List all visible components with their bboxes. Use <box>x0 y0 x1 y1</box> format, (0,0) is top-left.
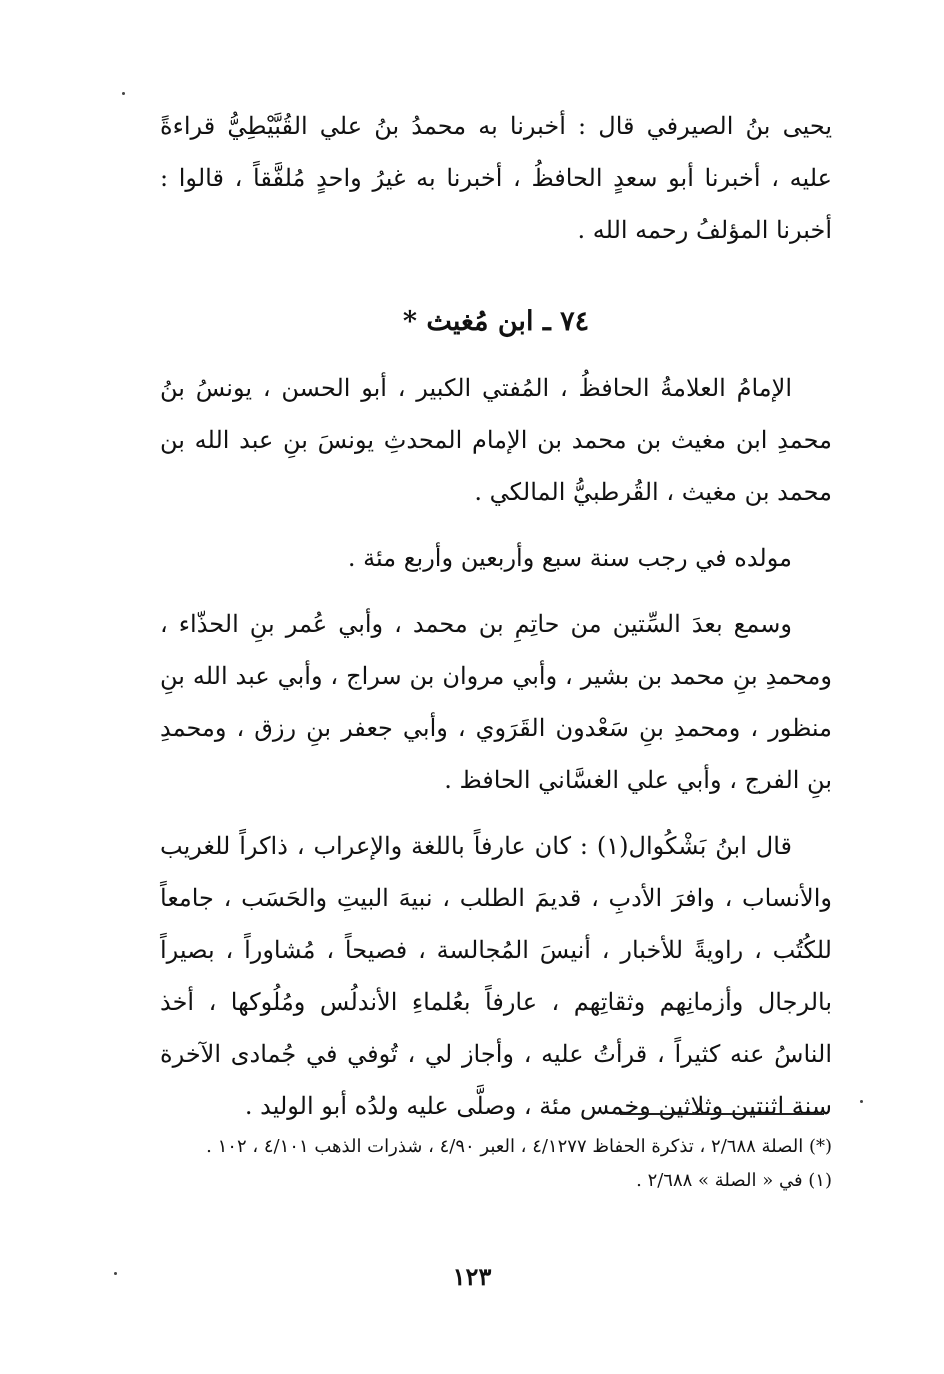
paragraph-gap <box>160 806 832 820</box>
entry-paragraph-3: وسمع بعدَ السِّتين من حاتِمِ بن محمد ، وأبي عُمر بنِ الحذّاء ، ومحمدِ بنِ محمد بن بشير ، وأبي مروان بن سراج ، وأبي عبد الله بنِ منظور ، ومحمدِ بنِ سَعْدون القَرَوي ، وأبي جعفر بنِ رزق ، ومحمدِ بنِ الفرج ، وأبي علي الغسَّاني الحافظ . <box>160 610 832 794</box>
scan-speck <box>114 1272 117 1275</box>
page-body <box>160 100 832 1132</box>
footnote-sources: (*) الصلة ٢/٦٨٨ ، تذكرة الحفاظ ٤/١٢٧٧ ، العبر ٤/٩٠ ، شذرات الذهب ٤/١٠١ ، ١٠٢ . <box>206 1136 832 1157</box>
heading-gap <box>160 348 832 362</box>
intro-paragraph: يحيى بنُ الصيرفي قال : أخبرنا به محمدُ بنُ علي القُبَّيْطِيُّ قراءةً عليه ، أخبرنا أبو سعدٍ الحافظُ ، أخبرنا به غيرُ واحدٍ مُلفَّقاً ، قالوا : أخبرنا المؤلفُ رحمه الله . <box>160 112 832 244</box>
page-number: ١٢٣ <box>452 1262 492 1291</box>
entry-paragraph-2: مولده في رجب سنة سبع وأربعين وأربع مئة . <box>347 544 792 572</box>
footnote-separator <box>620 1113 824 1115</box>
paragraph-gap <box>160 518 832 532</box>
scan-speck <box>860 1100 863 1103</box>
footnotes <box>160 1130 832 1198</box>
footnote-1: (١) في « الصلة » ٢/٦٨٨ . <box>636 1170 832 1191</box>
section-gap <box>160 256 832 296</box>
scan-speck <box>122 92 125 95</box>
entry-paragraph-4: قال ابنُ بَشْكُوال(١) : كان عارفاً باللغة والإعراب ، ذاكراً للغريب والأنساب ، وافرَ الأدبِ ، قديمَ الطلب ، نبيهَ البيتِ والحَسَب ، جامعاً للكُتُب ، راويةً للأخبار ، أنيسَ المُجالسة ، فصيحاً ، مُشاوراً ، بصيراً بالرجال وأزمانِهم وثقاتِهم ، عارفاً بعُلماءِ الأندلُس ومُلُوكها ، أخذ الناسُ عنه كثيراً ، قرأتُ عليه ، وأجاز لي ، تُوفي في جُمادى الآخرة سنة اثنتين وثلاثين وخمس مئة ، وصلَّى عليه ولدُه أبو الوليد . <box>160 832 832 1120</box>
paragraph-gap <box>160 584 832 598</box>
entry-paragraph-1: الإمامُ العلامةُ الحافظُ ، المُفتي الكبير ، أبو الحسن ، يونسُ بنُ محمدِ ابن مغيث بن محمد بن الإمام المحدثِ يونسَ بنِ عبد الله بن محمد بن مغيث ، القُرطبيُّ المالكي . <box>160 374 832 506</box>
entry-heading: ٧٤ ـ ابن مُغيث * <box>402 306 590 337</box>
